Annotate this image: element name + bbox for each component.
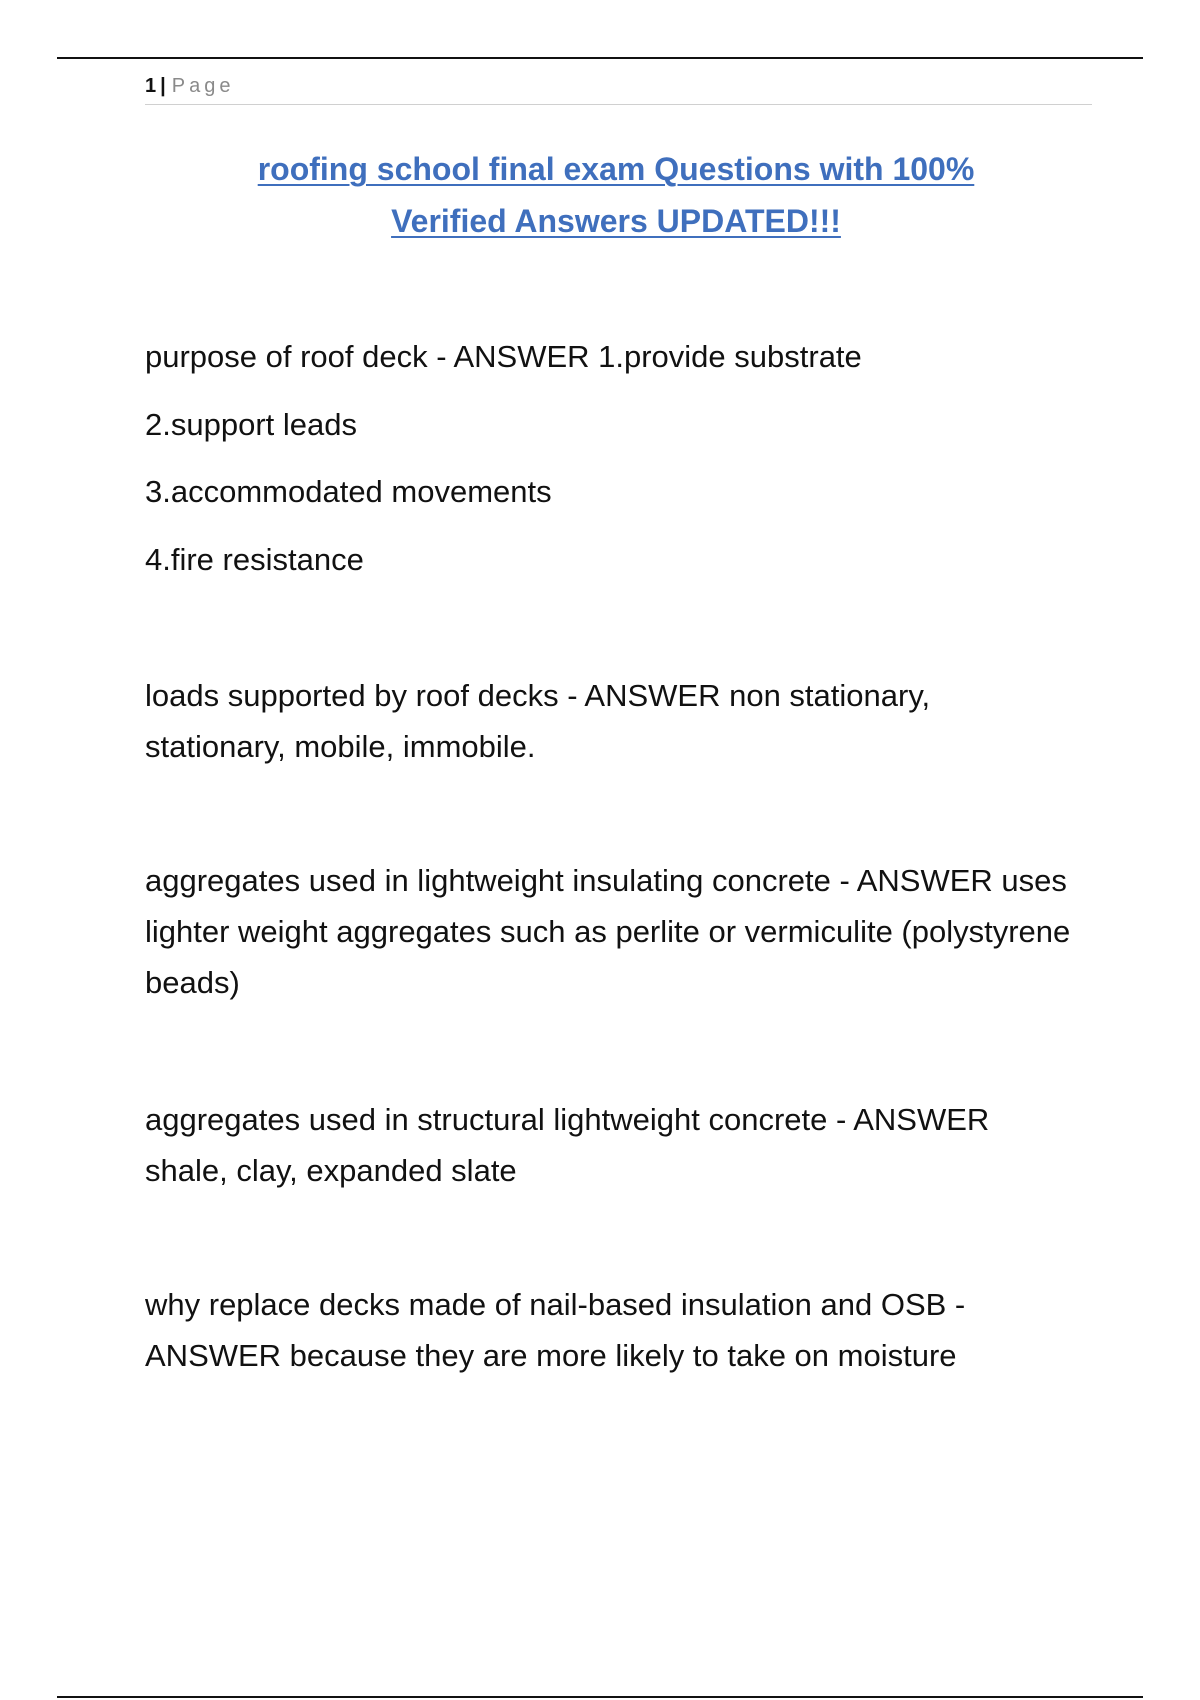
title-line-1: roofing school final exam Questions with 100% [257, 151, 975, 187]
qa-item-2: loads supported by roof decks - ANSWER non stationary, stationary, mobile, immobile. [145, 678, 931, 764]
qa-item-1-line-3: 3.accommodated movements [145, 474, 552, 509]
top-rule [57, 57, 1143, 59]
title-line-2: Verified Answers UPDATED!!! [391, 203, 841, 239]
page-label: Page [171, 75, 235, 97]
qa-item-1: purpose of roof deck - ANSWER 1.provide substrate [145, 339, 862, 374]
qa-item-3: aggregates used in lightweight insulating concrete - ANSWER uses lighter weight aggregates such as perlite or vermiculite (polystyrene beads) [145, 863, 1071, 1000]
qa-item-4: aggregates used in structural lightweight concrete - ANSWER shale, clay, expanded slate [145, 1102, 990, 1188]
page-header [145, 74, 1092, 105]
page-number: 1 [145, 75, 157, 97]
page-separator: | [160, 75, 166, 97]
qa-item-1-line-4: 4.fire resistance [145, 542, 364, 577]
bottom-rule [57, 1696, 1143, 1698]
qa-item-1-line-2: 2.support leads [145, 407, 357, 442]
document-title [145, 143, 1087, 247]
qa-item-5: why replace decks made of nail-based insulation and OSB - ANSWER because they are more likely to take on moisture [145, 1287, 966, 1373]
